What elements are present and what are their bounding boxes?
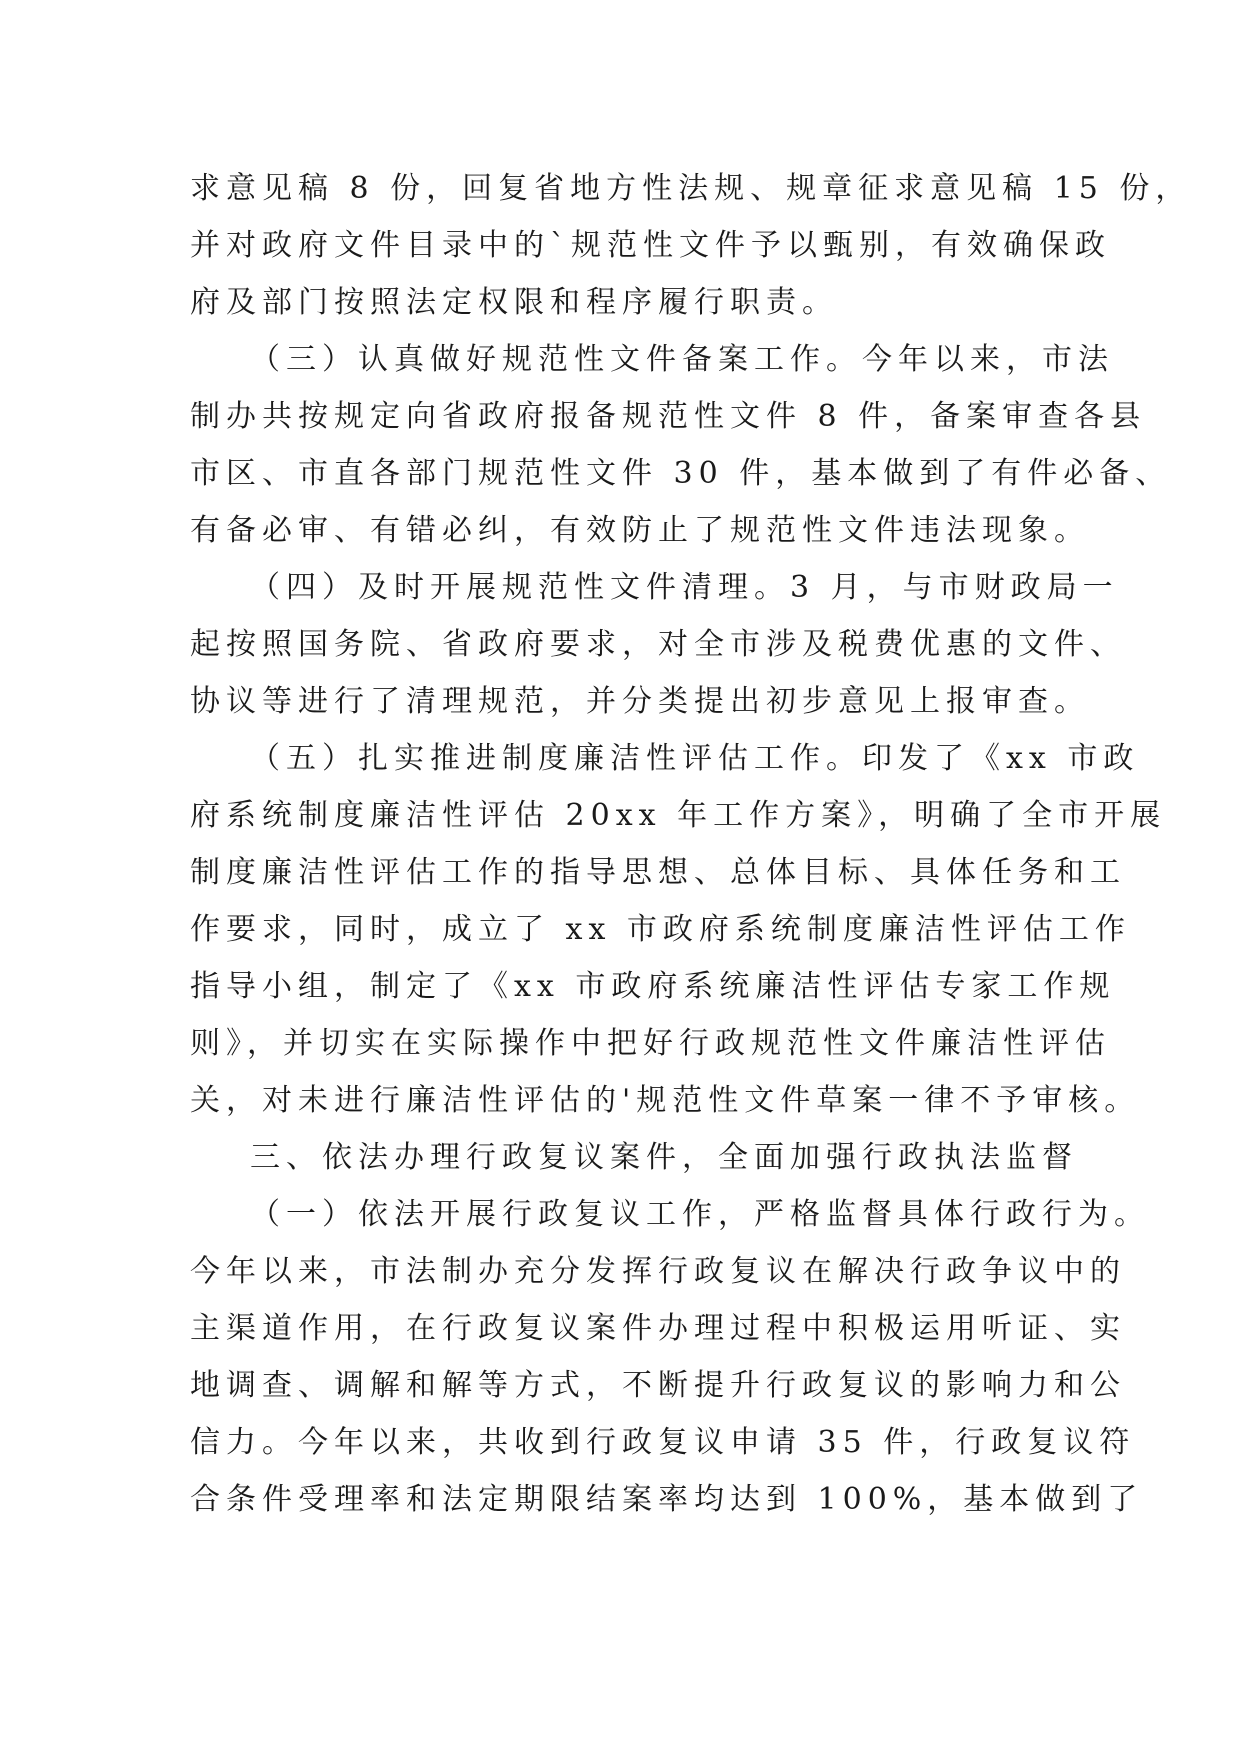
text-line: 关，对未进行廉洁性评估的'规范性文件草案一律不予审核。 [190, 1083, 1141, 1118]
document-body [190, 160, 1192, 1528]
text-line: 协议等进行了清理规范，并分类提出初步意见上报审查。 [190, 684, 1090, 719]
text-line: 求意见稿 8 份，回复省地方性法规、规章征求意见稿 15 份， [190, 171, 1192, 206]
text-line: 今年以来，市法制办充分发挥行政复议在解决行政争议中的 [190, 1254, 1126, 1289]
text-line: （三）认真做好规范性文件备案工作。今年以来，市法 [250, 342, 1114, 377]
text-line: （一）依法开展行政复议工作，严格监督具体行政行为。 [250, 1197, 1150, 1232]
text-line: 起按照国务院、省政府要求，对全市涉及税费优惠的文件、 [190, 627, 1126, 662]
text-line: 主渠道作用，在行政复议案件办理过程中积极运用听证、实 [190, 1311, 1126, 1346]
text-line: 信力。今年以来，共收到行政复议申请 35 件，行政复议符 [190, 1425, 1136, 1460]
text-line: 市区、市直各部门规范性文件 30 件，基本做到了有件必备、 [190, 456, 1172, 491]
text-line: 制度廉洁性评估工作的指导思想、总体目标、具体任务和工 [190, 855, 1126, 890]
text-line: 则》，并切实在实际操作中把好行政规范性文件廉洁性评估 [190, 1026, 1111, 1061]
text-line: 三、依法办理行政复议案件，全面加强行政执法监督 [250, 1140, 1078, 1175]
text-line: 制办共按规定向省政府报备规范性文件 8 件，备案审查各县 [190, 399, 1147, 434]
text-line: 作要求，同时，成立了 xx 市政府系统制度廉洁性评估工作 [190, 912, 1131, 947]
text-line: 有备必审、有错必纠，有效防止了规范性文件违法现象。 [190, 513, 1090, 548]
text-line: 合条件受理率和法定期限结案率均达到 100%，基本做到了 [190, 1482, 1144, 1517]
text-line: 并对政府文件目录中的`规范性文件予以甄别，有效确保政 [190, 228, 1111, 263]
text-line: （五）扎实推进制度廉洁性评估工作。印发了《xx 市政 [250, 741, 1140, 776]
text-line: （四）及时开展规范性文件清理。3 月，与市财政局一 [250, 570, 1119, 605]
text-line: 府系统制度廉洁性评估 20xx 年工作方案》，明确了全市开展 [190, 798, 1167, 833]
text-line: 地调查、调解和解等方式，不断提升行政复议的影响力和公 [190, 1368, 1126, 1403]
text-line: 指导小组，制定了《xx 市政府系统廉洁性评估专家工作规 [190, 969, 1116, 1004]
text-line: 府及部门按照法定权限和程序履行职责。 [190, 285, 838, 320]
